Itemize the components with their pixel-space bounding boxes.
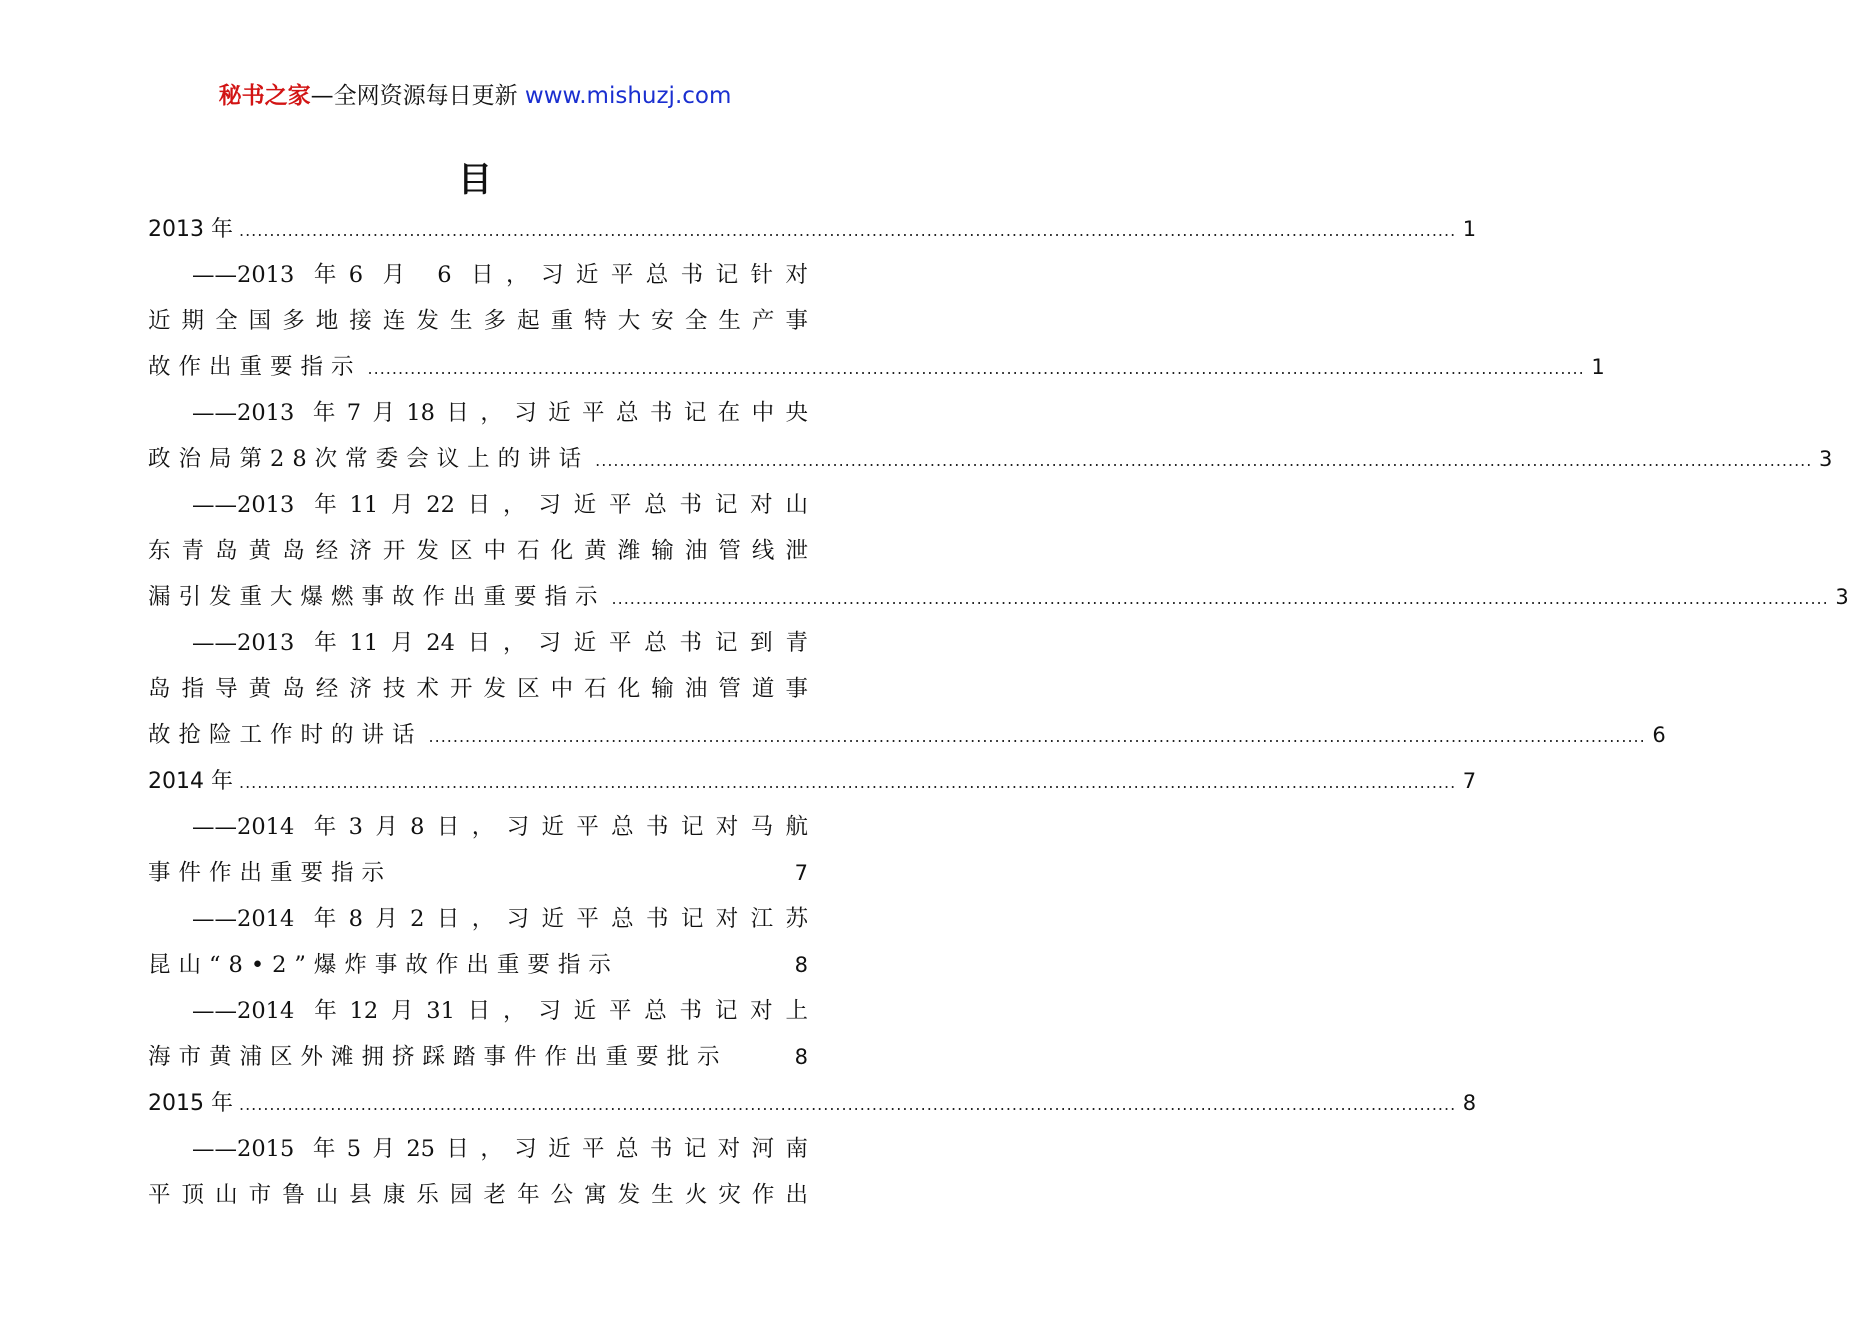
toc-entry-line[interactable]: 东青岛黄岛经济开发区中石化黄潍输油管线泄 bbox=[148, 538, 808, 564]
toc-leader-dots: ........................................................................................................................................................................................................ bbox=[611, 589, 1829, 608]
toc-entry-first-line[interactable]: ——2015 年5月25日，习近平总书记对河南 bbox=[192, 1136, 808, 1162]
toc-page-number: 7 bbox=[1462, 769, 1477, 793]
toc-page-number: 3 bbox=[1835, 585, 1849, 609]
toc-entry-first-line[interactable]: ——2014 年8月2日，习近平总书记对江苏 bbox=[192, 906, 808, 932]
table-of-contents bbox=[148, 206, 1849, 1218]
toc-page-number: 6 bbox=[1652, 723, 1666, 747]
toc-year-entry[interactable] bbox=[148, 1080, 1477, 1126]
toc-entry-first-line[interactable]: ——2014 年12月31日，习近平总书记对上 bbox=[192, 998, 808, 1024]
toc-entry-line[interactable]: 平顶山市鲁山县康乐园老年公寓发生火灾作出 bbox=[148, 1182, 808, 1208]
toc-leader-dots: ........................................................................................................................................................................................................ bbox=[367, 359, 1585, 378]
toc-title: 目 bbox=[458, 160, 492, 200]
toc-entry-last-line[interactable] bbox=[148, 1034, 808, 1080]
toc-page-number: 8 bbox=[1462, 1091, 1477, 1115]
toc-page-number: 1 bbox=[1462, 217, 1477, 241]
toc-entry-first-line[interactable]: ——2013 年11月22日，习近平总书记对山 bbox=[192, 492, 808, 518]
toc-entry-text: 昆山“8•2”爆炸事故作出重要指示 bbox=[148, 952, 619, 978]
toc-entry-text: 故作出重要指示 bbox=[148, 354, 362, 380]
toc-leader-dots: ........................................................................................................................................................................................................ bbox=[238, 773, 1457, 792]
toc-entry-last-line[interactable] bbox=[148, 942, 808, 988]
toc-page-number: 8 bbox=[794, 1045, 808, 1069]
toc-entry-last-line[interactable] bbox=[148, 344, 1605, 390]
toc-entry-last-line[interactable] bbox=[148, 574, 1849, 620]
brand-name: 秘书之家 bbox=[218, 83, 311, 109]
toc-entry-first-line[interactable]: ——2013 年6 月 6 日，习近平总书记针对 bbox=[192, 262, 808, 288]
toc-entry-line[interactable]: 近期全国多地接连发生多起重特大安全生产事 bbox=[148, 308, 808, 334]
toc-entry-text: 2015 年 bbox=[148, 1091, 233, 1116]
toc-page-number: 7 bbox=[794, 861, 808, 885]
toc-entry-first-line[interactable]: ——2014 年3月8日，习近平总书记对马航 bbox=[192, 814, 808, 840]
toc-entry-text: 2014 年 bbox=[148, 769, 233, 794]
toc-page-number: 3 bbox=[1818, 447, 1833, 471]
toc-page-number: 8 bbox=[794, 953, 808, 977]
toc-entry-line[interactable]: 岛指导黄岛经济技术开发区中石化输油管道事 bbox=[148, 676, 808, 702]
toc-year-entry[interactable] bbox=[148, 206, 1477, 252]
toc-entry-text: 漏引发重大爆燃事故作出重要指示 bbox=[148, 584, 606, 610]
banner-tagline: —全网资源每日更新 bbox=[310, 83, 518, 109]
site-banner bbox=[0, 80, 950, 112]
toc-entry-text: 2013 年 bbox=[148, 217, 233, 242]
toc-entry-text: 政治局第28次常委会议上的讲话 bbox=[148, 446, 590, 472]
toc-entry-text: 海市黄浦区外滩拥挤踩踏事件作出重要批示 bbox=[148, 1044, 728, 1070]
toc-entry-first-line[interactable]: ——2013 年11月24日，习近平总书记到青 bbox=[192, 630, 808, 656]
toc-entry-last-line[interactable] bbox=[148, 850, 808, 896]
toc-leader-dots: ........................................................................................................................................................................................................ bbox=[238, 221, 1457, 240]
toc-entry-last-line[interactable] bbox=[148, 436, 1833, 482]
toc-leader-dots: ........................................................................................................................................................................................................ bbox=[595, 451, 1813, 470]
toc-year-entry[interactable] bbox=[148, 758, 1477, 804]
site-url: www.mishuzj.com bbox=[524, 83, 732, 109]
toc-entry-text: 事件作出重要指示 bbox=[148, 860, 393, 886]
toc-entry-last-line[interactable] bbox=[148, 712, 1666, 758]
toc-entry-text: 故抢险工作时的讲话 bbox=[148, 722, 423, 748]
toc-page-number: 1 bbox=[1591, 355, 1605, 379]
toc-leader-dots: ........................................................................................................................................................................................................ bbox=[238, 1095, 1457, 1114]
toc-entry-first-line[interactable]: ——2013 年7月18日，习近平总书记在中央 bbox=[192, 400, 808, 426]
toc-leader-dots: ........................................................................................................................................................................................................ bbox=[428, 727, 1646, 746]
